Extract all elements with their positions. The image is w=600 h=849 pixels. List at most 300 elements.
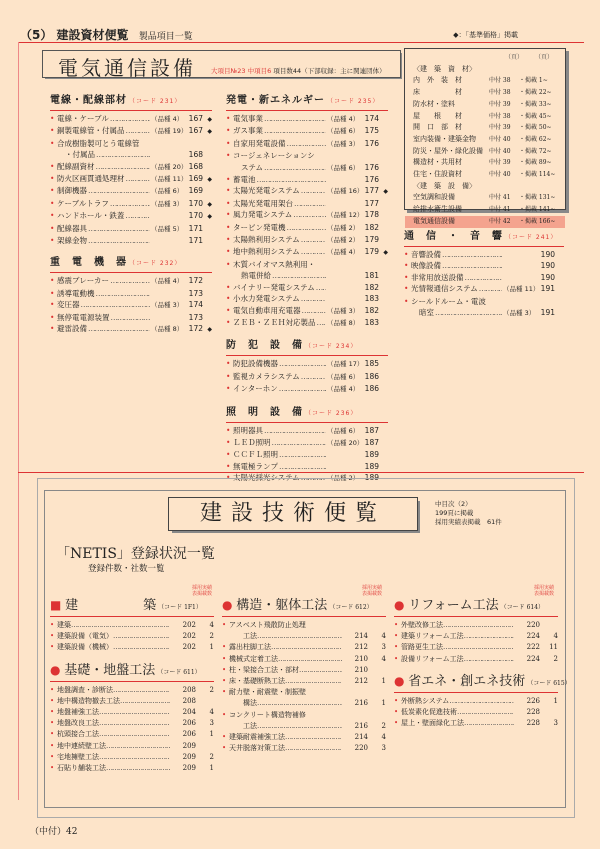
tech-category-title: 省エネ・創エネ技術 [408,673,526,689]
tech-category-title: リフォーム工法 [408,598,499,613]
dot-leader [257,721,342,732]
bullet: • [394,708,399,717]
tech-page: 220 [526,621,540,629]
tech-row [50,718,214,729]
tech-count: 4 [381,733,386,742]
dot-leader [111,312,151,323]
product-row [404,260,564,271]
dot-leader [302,305,327,316]
tech-page: 228 [526,708,540,717]
netis-subtitle: 登録件数・社数一覧 [88,564,165,574]
tech-page: 209 [182,752,196,761]
tech-row [394,718,558,729]
product-row [404,283,564,295]
tech-row [394,696,558,707]
product-name: 防犯設備機器 [233,359,278,369]
dot-leader [110,113,150,124]
dot-leader [96,149,150,160]
bullet: • [226,317,231,327]
tech-category-heading [50,597,214,617]
tech-section-title-box [168,497,418,531]
tech-name: アスベスト飛散防止処理 [229,621,306,629]
product-name: 誘導電動機 [57,288,95,298]
product-name: 暗室 [419,308,434,318]
tech-row [222,743,386,754]
bullet: • [222,677,227,686]
bullet: • [394,621,399,629]
page-footer: （中付）42 [30,827,78,837]
product-varieties: （品種 2） [327,223,360,232]
tech-row [222,665,386,676]
nav-item [405,111,565,123]
tech-category-heading [394,597,558,617]
tech-category-title: 構造・躯体工法 [236,598,328,613]
tech-row [50,752,214,763]
bullet: • [404,250,409,259]
product-row [226,305,388,317]
product-page: 177 [364,198,379,208]
product-row [404,296,564,307]
tech-page: 208 [182,696,196,705]
nav-item-volume: 中付 40 [489,171,511,179]
nav-item [405,87,565,99]
nav-item-volume: 中付 41 [489,206,511,214]
product-name: 映像設備 [411,261,441,271]
category-title: 通 信 ・ 音 響 [404,231,503,242]
product-page: 175 [364,126,379,136]
product-row [50,198,212,210]
dot-leader [301,293,326,304]
tech-page: 216 [354,721,368,730]
product-row [50,223,212,235]
product-name: 銅製電線管・付属品 [57,126,125,136]
tech-row [50,696,214,707]
product-page: 190 [540,272,555,282]
bullet [222,631,229,642]
dot-leader [285,743,342,754]
tech-name: 地中構造物撤去工法 [57,696,120,705]
product-page: 176 [364,162,379,172]
dot-leader [113,685,170,696]
product-varieties: （品種 12） [327,211,364,220]
dot-leader [465,272,503,283]
nav-item-name: 給排水衛生設備 [413,205,462,214]
tech-category-code: （コード 612） [329,604,373,611]
tech-count: 4 [381,632,386,641]
tech-page: 220 [354,744,368,753]
nav-item [405,146,565,158]
tech-count: 1 [381,699,386,708]
bullet: • [222,688,227,697]
tech-name: 建築リフォーム工法 [401,632,464,641]
tech-row [50,631,214,642]
price-mark: ◆ [207,213,212,221]
dot-leader [126,173,151,184]
product-name: 配線副資材 [57,161,95,171]
tech-category-heading [222,597,386,617]
tech-category-title: 建 築 [65,598,157,613]
product-name: 電気事業 [233,114,263,123]
dot-leader [88,185,150,196]
section-title: 電気通信設備 [58,56,196,80]
product-name: 避雷設備 [57,324,87,334]
dot-leader [442,249,502,260]
bullet: • [226,473,231,483]
product-name: 制御機器 [57,186,87,196]
tech-row [222,631,386,642]
nav-item [405,75,565,87]
bullet: • [404,261,409,271]
category-code: （コード 236） [305,409,358,417]
tech-section-title: 建設技術便覧 [199,501,386,526]
price-mark: ◆ [383,249,388,257]
section-meta: 大項目№23 中項目6 項目数44（下部収録：主に関連団体） [211,67,386,75]
product-varieties: （品種 4） [327,115,360,123]
product-row [226,113,388,125]
tech-count: 4 [381,654,386,663]
bullet: • [226,384,231,394]
bullet: • [404,284,409,294]
bullet: • [226,198,231,208]
product-name: 変圧器 [57,300,80,310]
bullet: • [226,126,231,136]
tech-category-heading [394,673,571,693]
bullet: • [394,696,399,705]
bullet: • [226,461,231,471]
nav-item-name: 〈建 築 資 材〉 [413,64,476,73]
product-varieties: （品種 16） [327,187,364,196]
nav-item-pages: ・掲載 141~ [519,206,556,214]
circle-bullet-icon: ● [50,662,65,677]
product-row [226,162,388,174]
bullet: • [404,272,409,282]
bullet: • [50,161,55,171]
bullet: • [226,138,231,148]
product-page: 170 [188,198,203,208]
product-row [404,249,564,260]
product-page: 173 [188,312,203,322]
nav-item [405,204,565,216]
product-varieties: （品種 2） [327,236,360,245]
tech-page: 202 [182,632,196,641]
tech-name: 管路更生工法 [401,643,443,652]
price-mark: ◆ [207,116,212,123]
dot-leader [464,718,514,729]
bullet: • [50,696,55,705]
dot-leader [99,707,170,718]
bullet: • [50,236,55,246]
bullet: • [226,359,231,369]
product-row [50,235,212,246]
nav-item-volume: 中付 39 [489,100,511,108]
product-row [50,312,212,323]
bullet: • [226,371,231,381]
product-name: ・付属品 [65,150,95,160]
bullet: • [50,300,55,310]
dot-leader [464,654,514,665]
bullet: • [226,151,231,161]
product-varieties: （品種 3） [151,199,184,208]
nav-item-volume: 中付 38 [489,89,511,97]
product-name: 自家用発電設備 [233,138,286,148]
tech-count: 2 [553,654,558,663]
category-title: 照 明 設 備 [226,406,303,418]
tech-name: 構法 [243,699,257,708]
nav-item-volume: 中付 40 [489,147,511,155]
tech-name: 地盤補強工法 [57,708,99,717]
dot-leader [279,461,326,472]
nav-item-name: 開 口 部 材 [413,123,462,132]
circle-bullet-icon: ● [394,598,409,612]
product-row [226,209,388,221]
product-row [226,185,388,197]
bullet: • [50,324,55,334]
product-page: 167 [188,114,203,123]
product-row [404,272,564,283]
category-code: （コード 234） [305,343,358,351]
dot-leader [435,307,502,318]
dot-leader [113,631,170,642]
nav-item-pages: ・掲載 72~ [519,147,552,155]
category-heading [226,94,388,111]
square-bullet-icon: ■ [50,598,66,612]
tech-name: 建築設備（機械） [57,643,113,652]
tech-count: 3 [381,744,386,753]
product-page: 179 [364,247,379,257]
product-row [226,150,388,161]
tech-name: 建築 [57,621,71,629]
product-page: 174 [188,300,203,310]
tech-row [50,729,214,740]
dot-leader [443,620,514,631]
product-row [50,299,212,311]
nav-item-volume: 中付 41 [489,194,511,202]
product-page: 191 [540,284,555,294]
product-varieties: （品種 4） [327,385,360,394]
product-varieties: （品種 5） [151,224,184,233]
tech-row [222,654,386,665]
nav-item-name: 住宅・住設資材 [413,170,462,179]
dot-leader [120,696,170,707]
tech-row [394,642,558,653]
product-page: 182 [364,282,379,292]
nav-item-volume: 中付 38 [489,112,511,120]
dot-leader [301,246,326,257]
category-heading [226,339,388,356]
tech-page: 224 [526,632,540,641]
dot-leader [271,642,342,653]
product-varieties: （品種 11） [503,285,540,294]
product-name: 太陽光発電用架台 [233,198,293,208]
product-page: 182 [364,222,379,232]
product-page: 177 [364,186,379,196]
nav-item-name: 電気通信設備 [413,216,455,225]
product-row [50,288,212,299]
book-subtitle: 製品項目一覧 [138,32,193,42]
product-name: 蓄電池 [233,175,256,185]
bullet: • [50,276,55,286]
product-name: 防火区画貫通処理材 [57,174,125,184]
bullet: • [50,730,55,739]
bullet: • [226,175,231,185]
dot-leader [272,437,327,448]
product-varieties: （品種 20） [327,438,364,447]
bullet: • [394,654,399,663]
bullet: • [226,450,231,460]
dot-leader [294,198,326,209]
tech-page: 226 [526,696,540,705]
category-title: 電線・配線部材 [50,95,127,106]
tech-count [196,741,214,752]
dot-leader [88,235,150,246]
bullet: • [50,643,55,652]
bullet: • [50,708,55,717]
dot-leader [110,275,150,286]
bullet: • [50,752,55,761]
product-name: 太陽熱利用システム [233,235,300,245]
product-row [226,246,388,258]
category-heading [226,406,388,423]
dot-leader [125,210,150,221]
product-name: 太陽光採光システム [233,473,300,483]
bullet: • [50,632,55,641]
dot-leader [287,138,327,149]
tech-page: 214 [354,733,368,742]
product-varieties: （品種 3） [327,306,360,315]
product-varieties: （品種 3） [151,301,184,310]
bullet: • [50,764,55,773]
tech-count: 1 [209,643,214,652]
tech-page: 210 [354,665,368,674]
dot-leader [99,718,170,729]
bullet: • [50,741,55,750]
nav-item-volume: 中付 42 [489,217,511,225]
tech-name: 設備リフォーム工法 [401,654,464,663]
category-title: 重 電 機 器 [50,257,127,269]
product-row [50,323,212,335]
bullet: • [226,437,231,447]
product-row [50,185,212,197]
product-page: 167 [188,126,203,136]
tech-page: 216 [354,699,368,708]
product-page: 183 [364,294,379,304]
product-varieties: （品種 3） [503,309,536,318]
dot-leader [301,371,326,382]
product-varieties: （品種 3） [327,139,360,148]
dot-leader [264,162,326,173]
tech-row [222,676,386,687]
tech-row [222,721,386,732]
bullet: • [394,632,399,641]
dot-leader [264,125,326,136]
tech-row [50,741,214,752]
tech-page: 202 [182,643,196,652]
tech-page: 209 [182,741,196,750]
tech-category-heading [50,662,214,682]
nav-item-pages: ・掲載 166~ [519,217,556,225]
tech-count [540,620,558,631]
dot-leader [106,763,170,774]
product-name: ハンドホール・鉄蓋 [57,211,125,221]
nav-item-volume [489,64,519,76]
bullet: • [222,710,227,719]
tech-count: 4 [209,621,214,629]
product-page: 168 [188,161,203,171]
tech-name: 地盤調査・診断法 [57,685,113,694]
product-varieties: （品種 4） [151,115,184,123]
bullet: • [226,186,231,196]
nav-item-pages: ・掲載 22~ [519,89,552,97]
tech-name: 低炭素化促進技術 [401,708,457,717]
category-title: 発電・新エネルギー [226,95,325,106]
product-row [226,371,388,383]
product-page: 174 [364,114,379,123]
product-name: ＣＣＦＬ照明 [233,450,278,460]
price-mark: ◆ [207,200,212,208]
product-varieties: （品種 2） [327,474,360,483]
dot-leader [316,282,326,293]
product-varieties: （品種 6） [327,163,360,172]
product-row [226,461,388,472]
product-row [226,293,388,304]
product-row [226,437,388,449]
dot-leader [449,696,514,707]
tech-count: 2 [381,721,386,730]
product-page: 171 [188,236,203,246]
category-code: （コード 232） [129,260,182,268]
tech-page: 204 [182,708,196,717]
dot-leader [257,698,342,709]
tech-name: コンクリート構造物補修 [229,710,306,719]
bullet: • [222,643,227,652]
product-name: バイナリー発電システム [233,282,315,292]
tech-count: 3 [553,719,558,728]
product-row [50,125,212,137]
dot-leader [299,665,342,676]
nav-item [405,99,565,111]
tech-name: 床・基礎断熱工法 [229,677,285,686]
tech-count: 1 [553,696,558,705]
product-name: ケーブルトラフ [57,198,109,208]
nav-item-volume: 中付 40 [489,135,511,143]
tech-name: 工法 [243,721,257,730]
dot-leader [457,707,514,718]
nav-item [405,157,565,169]
nav-item-name: 床 材 [413,88,462,97]
tech-row [394,620,558,631]
bullet: • [222,744,227,753]
dot-leader [464,631,514,642]
dot-leader [443,642,514,653]
bullet: • [394,643,399,652]
bullet: • [226,425,231,435]
bullet: • [50,186,55,196]
category-title: 防 犯 設 備 [226,340,303,352]
product-row [50,275,212,287]
product-name: 小水力発電システム [233,294,300,304]
bullet: • [226,259,231,269]
bullet: • [50,685,55,694]
dot-leader [479,283,502,294]
product-name: 無停電電源装置 [57,312,110,322]
product-name: 音響設備 [411,250,441,259]
nav-item [405,181,565,193]
tech-name: 宅地擁壁工法 [57,752,99,761]
product-page: 186 [364,384,379,394]
dot-leader [257,631,342,642]
nav-item-pages: ・掲載 1~ [519,77,548,85]
bullet: • [394,719,399,728]
